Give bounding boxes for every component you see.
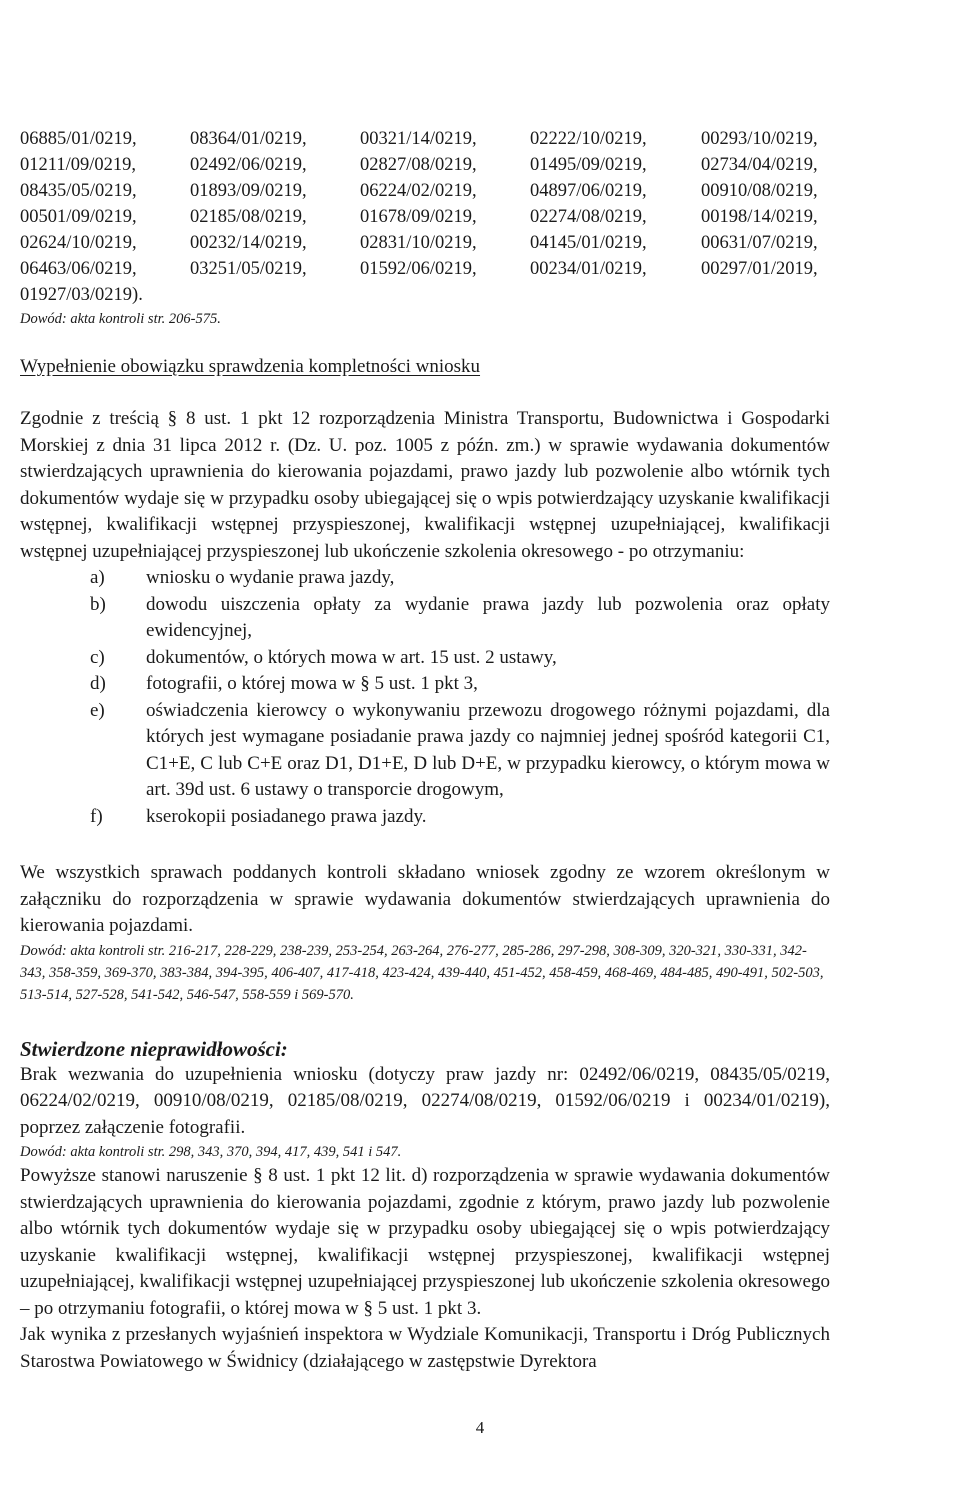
case-number: 02274/08/0219,	[530, 207, 647, 227]
compliance-paragraph: We wszystkich sprawach poddanych kontroli składano wniosek zgodny ze wzorem określonym w załączniku do rozporządzenia w sprawie wydawania dokumentów stwierdzających uprawnienia do kierowania pojazdami.	[20, 862, 830, 936]
case-number: 04897/06/0219,	[530, 181, 647, 201]
case-number-last: 01927/03/0219).	[20, 285, 143, 305]
case-number: 01211/09/0219,	[20, 155, 136, 175]
finding-paragraph: Brak wezwania do uzupełnienia wniosku (dotyczy praw jazdy nr: 02492/06/0219, 08435/05/0219, 06224/02/0219, 00910/08/0219, 02185/08/0219, 02274/08/0219, 01592/06/0219 i 00234/01/0219), poprzez załączenie fotografii.	[20, 1063, 830, 1138]
requirement-text: oświadczenia kierowcy o wykonywaniu przewozu drogowego różnymi pojazdami, dla których jest wymagane posiadanie prawa jazdy co najmniej jednej spośród kategorii C1, C1+E, C lub C+E oraz D1, D1+E, D lub D+E, w przypadku kierowcy, o którym mowa w art. 39d ust. 6 ustawy o transporcie drogowym,	[146, 699, 830, 800]
requirement-item	[90, 698, 830, 804]
requirement-marker: c)	[90, 646, 105, 668]
case-number: 00297/01/2019,	[701, 259, 818, 279]
case-number: 00198/14/0219,	[701, 207, 818, 227]
requirement-item	[90, 565, 830, 592]
case-number: 06463/06/0219,	[20, 259, 137, 279]
requirement-marker: e)	[90, 699, 105, 721]
case-number-list	[20, 126, 830, 282]
case-number: 01592/06/0219,	[360, 259, 477, 279]
case-number: 00910/08/0219,	[701, 181, 818, 201]
case-number: 00321/14/0219,	[360, 129, 477, 149]
requirement-marker: f)	[90, 805, 103, 827]
requirement-item	[90, 804, 830, 831]
explanation-paragraph: Jak wynika z przesłanych wyjaśnień inspektora w Wydziale Komunikacji, Transportu i Dróg Publicznych Starostwa Powiatowego w Świdnicy (działającego w zastępstwie Dyrektora	[20, 1324, 830, 1372]
case-number: 02492/06/0219,	[190, 155, 307, 175]
case-number: 08364/01/0219,	[190, 129, 307, 149]
requirement-text: dowodu uiszczenia opłaty za wydanie prawa jazdy lub pozwolenia oraz opłaty ewidencyjnej,	[146, 593, 830, 641]
findings-heading: Stwierdzone nieprawidłowości:	[20, 1036, 288, 1061]
page-content	[20, 126, 830, 1375]
case-number: 01678/09/0219,	[360, 207, 477, 227]
requirement-item	[90, 592, 830, 645]
requirement-marker: d)	[90, 673, 106, 694]
requirement-text: kserokopii posiadanego prawa jazdy.	[146, 805, 427, 827]
requirement-text: fotografii, o której mowa w § 5 ust. 1 pkt 3,	[146, 673, 478, 694]
case-number: 03251/05/0219,	[190, 259, 307, 279]
requirement-marker: b)	[90, 593, 106, 615]
case-number: 00232/14/0219,	[190, 233, 307, 253]
case-number: 02222/10/0219,	[530, 129, 647, 149]
case-number: 02831/10/0219,	[360, 233, 477, 253]
case-number: 00234/01/0219,	[530, 259, 647, 279]
case-number: 08435/05/0219,	[20, 181, 137, 201]
evidence-note: Dowód: akta kontroli str. 206-575.	[20, 311, 221, 327]
case-number: 01495/09/0219,	[530, 155, 647, 175]
case-number: 02827/08/0219,	[360, 155, 477, 175]
case-number: 00631/07/0219,	[701, 233, 818, 253]
violation-paragraph: Powyższe stanowi naruszenie § 8 ust. 1 pkt 12 lit. d) rozporządzenia w sprawie wydawania dokumentów stwierdzających uprawnienia do kierowania pojazdami, zgodnie z którym, prawo jazdy lub pozwolenie albo wtórnik tych dokumentów wydaje się w przypadku osoby ubiegającej się o wpis potwierdzający uzyskanie kwalifikacji wstępnej, kwalifikacji wstępnej przyspieszonej, kwalifikacji wstępnej uzupełniającej, kwalifikacji wstępnej uzupełniającej przyspieszonej lub ukończenie szkolenia okresowego – po otrzymaniu fotografii, o której mowa w § 5 ust. 1 pkt 3.	[20, 1165, 830, 1319]
case-number: 00501/09/0219,	[20, 207, 137, 227]
intro-paragraph: Zgodnie z treścią § 8 ust. 1 pkt 12 rozporządzenia Ministra Transportu, Budownictwa i Gospodarki Morskiej z dnia 31 lipca 2012 r. (Dz. U. poz. 1005 z późn. zm.) w sprawie wydawania dokumentów stwierdzających uprawnienia do kierowania pojazdami, prawo jazdy lub pozwolenie albo wtórnik tych dokumentów wydaje się w przypadku osoby ubiegającej się o wpis potwierdzający uzyskanie kwalifikacji wstępnej, kwalifikacji wstępnej przyspieszonej, kwalifikacji wstępnej uzupełniającej, kwalifikacji wstępnej uzupełniającej przyspieszonej lub ukończenie szkolenia okresowego - po otrzymaniu:	[20, 408, 830, 562]
requirement-item	[90, 671, 830, 698]
requirement-text: wniosku o wydanie prawa jazdy,	[146, 567, 395, 588]
section-heading: Wypełnienie obowiązku sprawdzenia kompletności wniosku	[20, 356, 481, 377]
requirements-list	[20, 565, 830, 830]
case-number: 02734/04/0219,	[701, 155, 818, 175]
case-number: 04145/01/0219,	[530, 233, 647, 253]
case-number: 01893/09/0219,	[190, 181, 307, 201]
case-number: 06885/01/0219,	[20, 129, 137, 149]
requirement-item	[90, 645, 830, 672]
requirement-marker: a)	[90, 567, 105, 588]
page-number: 4	[475, 1418, 485, 1437]
case-number: 00293/10/0219,	[701, 129, 818, 149]
requirement-text: dokumentów, o których mowa w art. 15 ust. 2 ustawy,	[146, 646, 557, 668]
evidence-note: Dowód: akta kontroli str. 216-217, 228-229, 238-239, 253-254, 263-264, 276-277, 285-286, 297-298, 308-309, 320-321, 330-331, 342-343, 358-359, 369-370, 383-384, 394-395, 406-407, 417-418, 423-424, 439-440, 451-452, 458-459, 468-469, 484-485, 490-491, 502-503, 513-514, 527-528, 541-542, 546-547, 558-559 i 569-570.	[20, 942, 824, 1003]
case-number: 06224/02/0219,	[360, 181, 477, 201]
case-number: 02185/08/0219,	[190, 207, 307, 227]
case-number: 02624/10/0219,	[20, 233, 137, 253]
evidence-note: Dowód: akta kontroli str. 298, 343, 370, 394, 417, 439, 541 i 547.	[20, 1144, 402, 1160]
